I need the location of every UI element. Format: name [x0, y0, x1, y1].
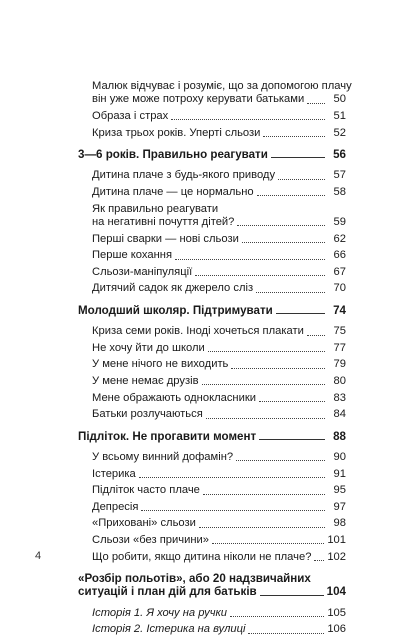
toc-page-number: 83	[333, 391, 346, 404]
toc-entry	[78, 551, 346, 564]
dot-leader	[236, 460, 325, 461]
toc-line	[78, 430, 346, 443]
toc-entry-title: Молодший школяр. Підтримувати	[78, 303, 273, 317]
toc-entry-title: Не хочу йти до школи	[92, 341, 205, 354]
toc-entry	[78, 517, 346, 530]
toc-page-number: 90	[333, 450, 346, 463]
toc-line	[78, 148, 346, 161]
toc-entry-title: Криза трьох років. Уперті сльози	[92, 126, 261, 139]
toc-entry-title-line: Малюк відчуває і розуміє, що за допомогою плачу	[92, 80, 352, 92]
dot-leader	[276, 313, 325, 314]
dot-leader	[212, 543, 324, 544]
toc-entry	[78, 451, 346, 464]
toc-page-number: 74	[333, 303, 346, 317]
toc-page-number: 95	[333, 484, 346, 497]
toc-entry-title: Перші сварки — нові сльози	[92, 232, 239, 245]
toc-page-number: 66	[333, 249, 346, 262]
toc-entry	[78, 186, 346, 199]
dot-leader	[175, 259, 325, 260]
toc-page-number: 80	[333, 374, 346, 387]
toc-entry	[78, 534, 346, 547]
toc-entry-title: Батьки розлучаються	[92, 408, 203, 421]
dot-leader	[307, 335, 325, 336]
toc-line	[78, 304, 346, 317]
dot-leader	[278, 179, 325, 180]
toc-line	[92, 325, 346, 338]
toc-entry-title: Образа і страх	[92, 110, 169, 122]
toc-line	[78, 585, 346, 598]
dot-leader	[259, 401, 325, 402]
toc-entry-title: Мене ображають однокласники	[92, 391, 256, 404]
toc-entry-title: Підліток. Не прогавити момент	[78, 429, 257, 443]
toc-entry	[78, 233, 346, 246]
toc-page-number: 56	[333, 148, 346, 161]
toc-line	[92, 342, 346, 355]
toc-entry	[78, 282, 346, 295]
toc-entry-title: Дитячий садок як джерело сліз	[92, 282, 254, 295]
toc-page-number: 50	[333, 93, 346, 106]
dot-leader	[248, 633, 324, 634]
toc-chapter	[78, 304, 346, 317]
toc-entry-title: на негативні почуття дітей?	[92, 216, 235, 228]
dot-leader	[139, 477, 325, 478]
dot-leader	[314, 560, 324, 561]
dot-leader	[260, 595, 324, 596]
toc-entry	[78, 375, 346, 388]
toc-page-number: 79	[333, 358, 346, 371]
toc-page-number: 52	[333, 126, 346, 139]
toc-chapter	[78, 430, 346, 443]
toc-page-number: 91	[333, 467, 346, 480]
toc-page-number: 106	[327, 623, 346, 636]
toc-entry-title: У мене немає друзів	[92, 374, 199, 387]
toc-line	[92, 623, 346, 636]
toc-page-number: 75	[333, 325, 346, 338]
toc-entry	[78, 468, 346, 481]
toc-entry-title: Дитина плаче з будь-якого приводу	[92, 169, 276, 182]
toc-line	[92, 358, 346, 371]
dot-leader	[202, 384, 325, 385]
toc-line	[92, 534, 346, 547]
toc-page-number: 98	[333, 517, 346, 530]
toc-line	[92, 551, 346, 564]
toc-page-number: 58	[333, 186, 346, 198]
toc-entry	[78, 358, 346, 371]
toc-entry	[78, 266, 346, 279]
page-number: 4	[35, 550, 42, 562]
dot-leader	[199, 527, 325, 528]
toc-entry-title: У мене нічого не виходить	[92, 358, 229, 371]
toc-entry-title: він уже може потроху керувати батьками	[92, 93, 305, 106]
toc-entry-title-line: Як правильно реагувати	[92, 202, 219, 215]
toc-entry	[78, 408, 346, 421]
toc-line	[92, 501, 346, 514]
toc-page-number: 104	[326, 585, 346, 599]
toc-line	[92, 216, 346, 229]
dot-leader	[259, 439, 325, 440]
toc-line	[92, 607, 346, 620]
toc-line	[92, 169, 346, 182]
toc-entry	[78, 249, 346, 262]
toc-line	[92, 249, 346, 262]
dot-leader	[195, 275, 325, 276]
dot-leader	[237, 225, 325, 226]
toc-line	[92, 127, 346, 140]
toc-entry	[78, 110, 346, 123]
toc-line	[92, 468, 346, 481]
toc-line	[92, 517, 346, 530]
dot-leader	[206, 418, 325, 419]
toc-page-number: 70	[333, 282, 346, 295]
toc-line	[92, 375, 346, 388]
toc-entry-title: Історія 2. Істерика на вулиці	[92, 623, 246, 636]
dot-leader	[203, 494, 325, 495]
toc-entry	[78, 342, 346, 355]
toc-page-number: 62	[333, 232, 346, 245]
toc-page-number: 77	[333, 341, 346, 354]
toc-line	[92, 392, 346, 405]
dot-leader	[271, 157, 325, 158]
toc-entry	[78, 623, 346, 636]
toc-line	[92, 110, 346, 123]
dot-leader	[208, 351, 325, 352]
toc-line	[92, 186, 346, 199]
dot-leader	[141, 510, 325, 511]
dot-leader	[257, 195, 325, 196]
toc-entry	[78, 484, 346, 497]
dot-leader	[307, 103, 325, 104]
toc-line	[92, 282, 346, 295]
toc-line	[92, 484, 346, 497]
dot-leader	[171, 119, 325, 120]
dot-leader	[242, 242, 325, 243]
toc-line	[92, 408, 346, 421]
dot-leader	[256, 292, 325, 293]
toc-page-number: 88	[333, 429, 346, 443]
toc-page-number: 51	[333, 110, 346, 122]
toc-line	[92, 451, 346, 464]
toc-entry-title: Криза семи років. Іноді хочеться плакати	[92, 325, 304, 338]
toc-entry-title: 3—6 років. Правильно реагувати	[78, 148, 268, 161]
toc-page-number: 101	[327, 533, 346, 546]
toc-entry	[78, 325, 346, 338]
toc-entry-title: «Приховані» сльози	[92, 517, 196, 530]
toc-chapter	[78, 572, 346, 599]
toc-page-number: 97	[333, 500, 346, 513]
dot-leader	[230, 616, 324, 617]
dot-leader	[263, 136, 325, 137]
table-of-contents	[78, 80, 352, 640]
toc-entry-title: Дитина плаче — це нормально	[92, 186, 254, 198]
toc-entry-title: Підліток часто плаче	[92, 484, 200, 497]
toc-chapter	[78, 148, 346, 161]
toc-page-number: 105	[327, 606, 346, 619]
toc-page-number: 57	[333, 169, 346, 182]
toc-entry-title: Істерика	[92, 467, 136, 480]
toc-entry	[78, 501, 346, 514]
toc-line	[92, 233, 346, 246]
toc-entry-title: Сльози «без причини»	[92, 533, 209, 546]
toc-entry-title: Історія 1. Я хочу на ручки	[92, 606, 227, 619]
toc-entry-title: Депресія	[92, 500, 139, 513]
toc-entry	[78, 169, 346, 182]
toc-entry	[78, 80, 352, 107]
toc-entry-title: Перше кохання	[92, 249, 173, 262]
toc-entry-title: Сльози-маніпуляції	[92, 265, 193, 278]
toc-entry-title: У всьому винний дофамін?	[92, 450, 234, 463]
toc-page-number: 59	[333, 216, 346, 228]
toc-line	[92, 93, 346, 106]
toc-entry	[78, 607, 346, 620]
toc-entry-title: ситуацій і план дій для батьків	[78, 585, 257, 599]
toc-entry	[78, 203, 346, 230]
toc-entry-title: Що робити, якщо дитина ніколи не плаче?	[92, 550, 312, 563]
toc-page-number: 67	[333, 265, 346, 278]
toc-page-number: 102	[327, 550, 346, 563]
toc-entry	[78, 127, 346, 140]
toc-page-number: 84	[333, 408, 346, 421]
dot-leader	[231, 368, 325, 369]
toc-entry-title-line: «Розбір польотів», або 20 надзвичайних	[78, 571, 311, 585]
toc-entry	[78, 392, 346, 405]
toc-line	[92, 266, 346, 279]
